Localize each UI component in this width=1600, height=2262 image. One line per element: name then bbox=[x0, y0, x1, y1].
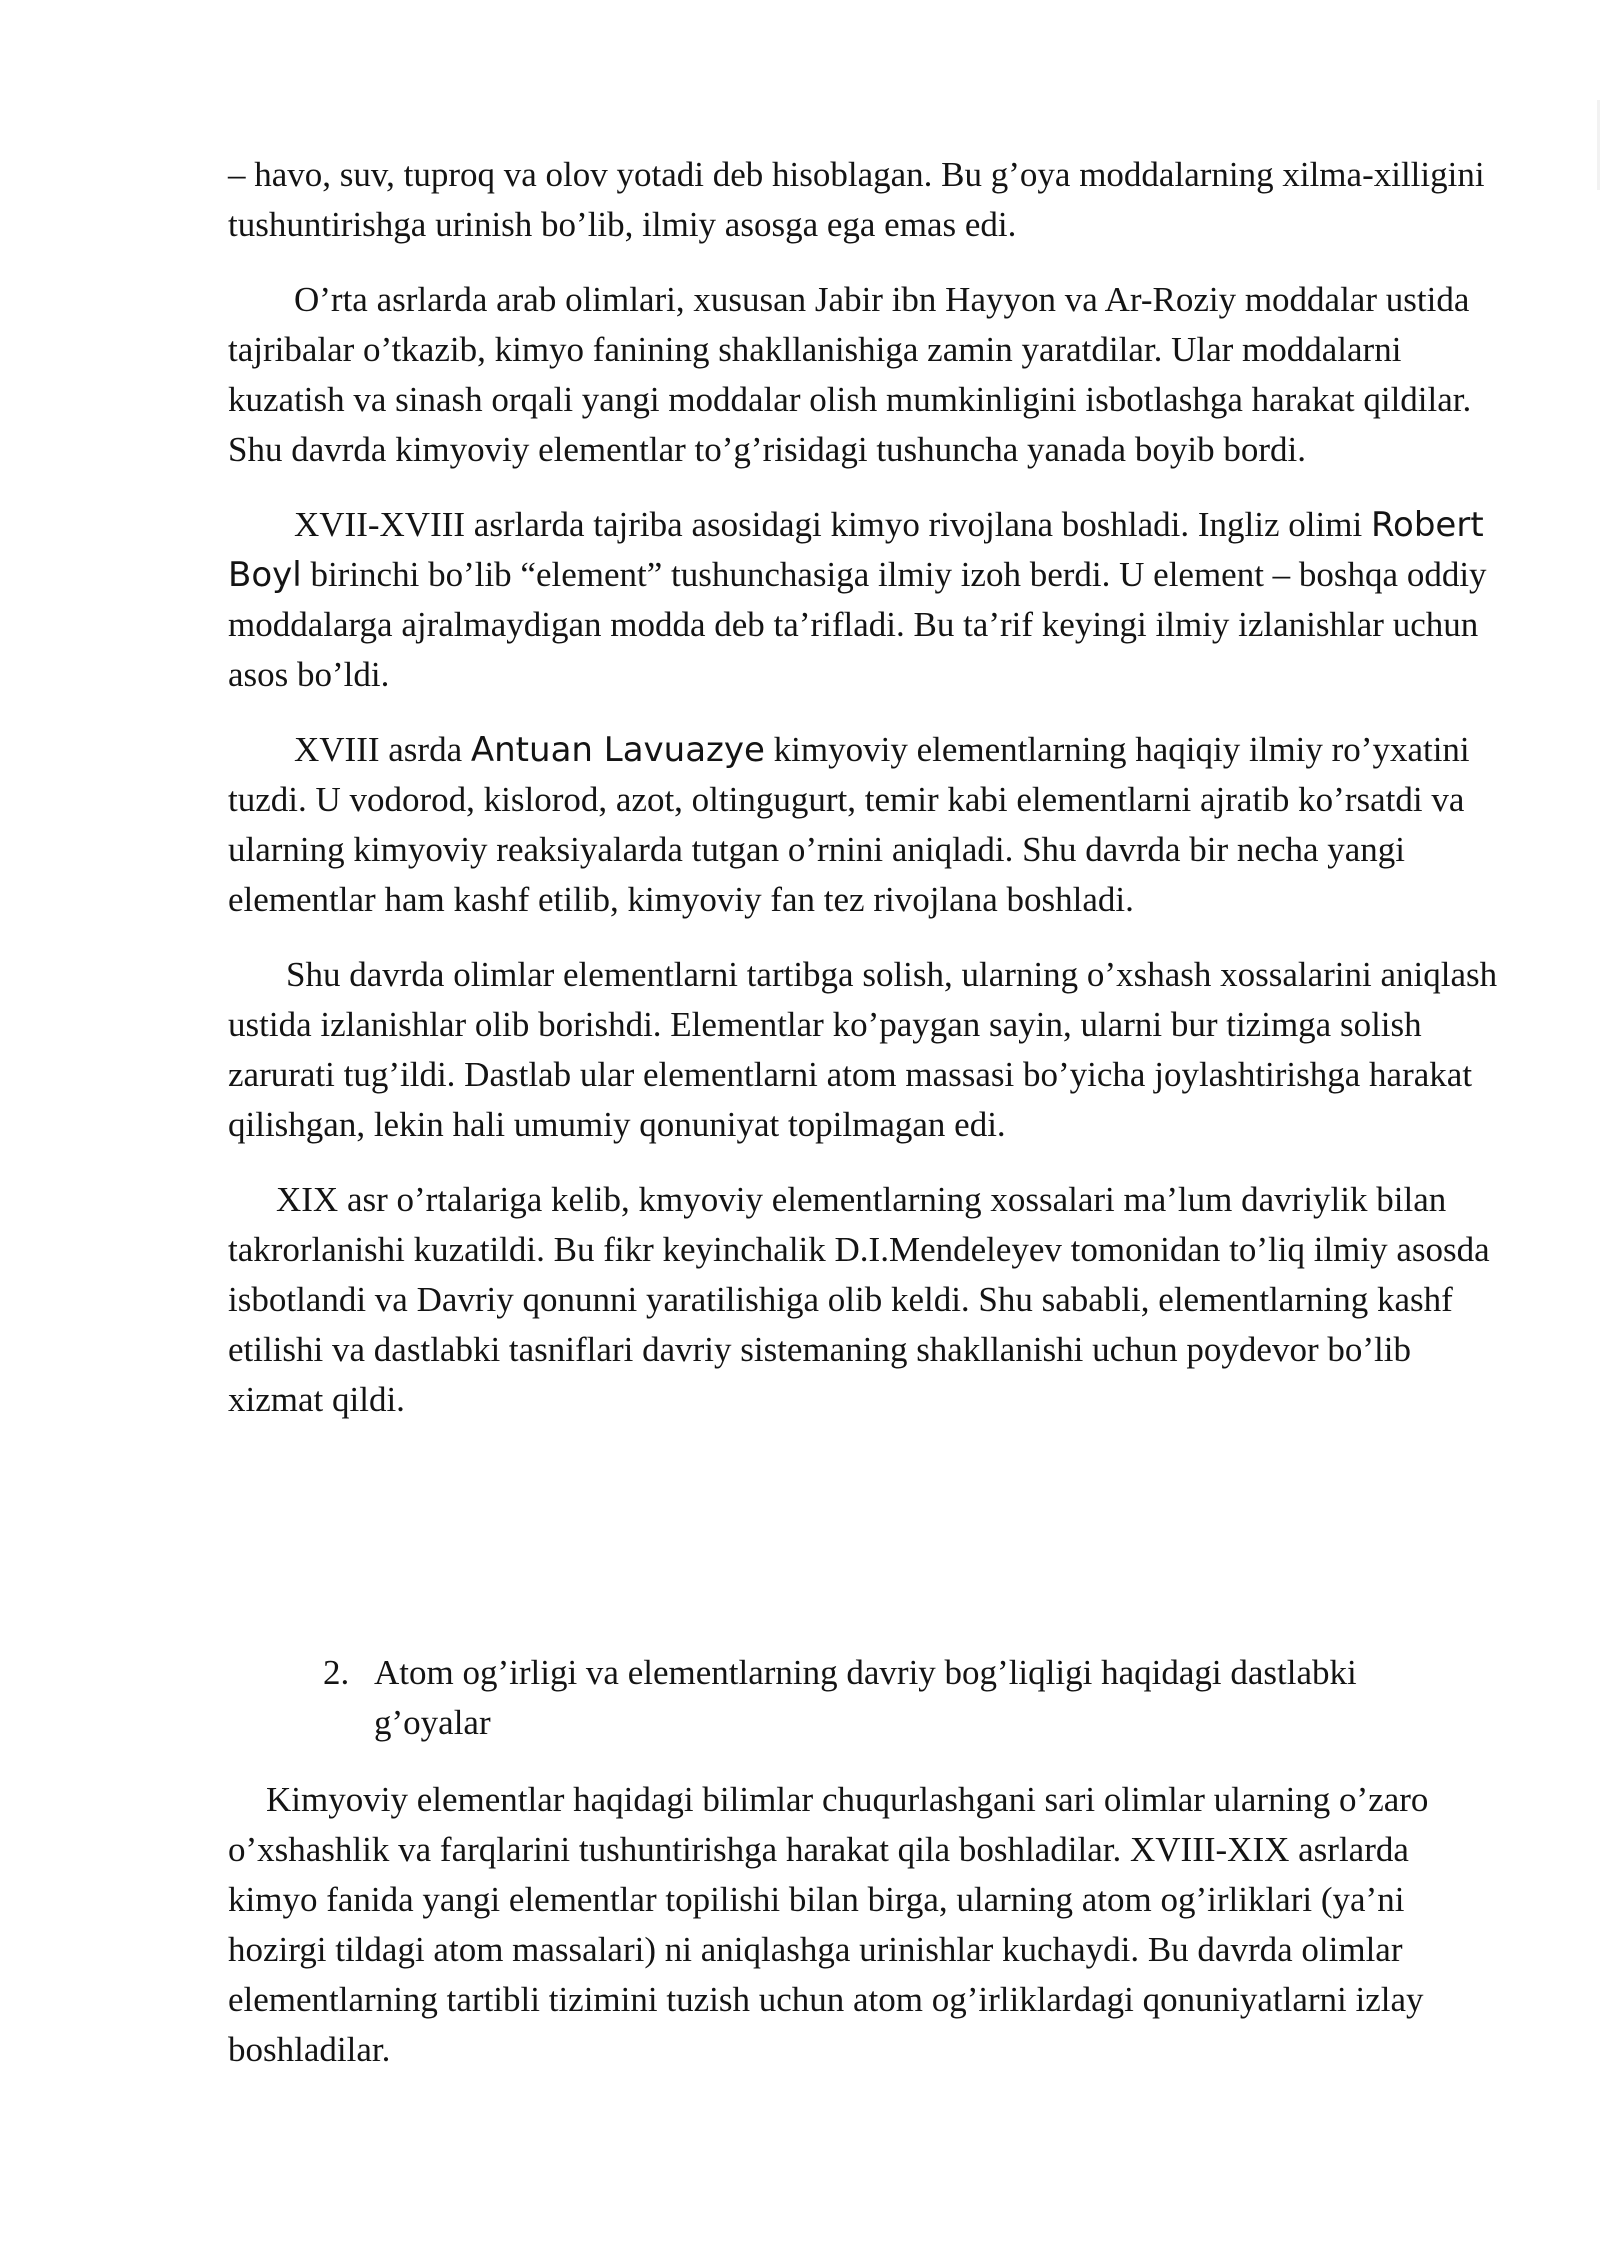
scientist-name-robert-boyl: Robert Boyl bbox=[228, 505, 1484, 595]
paragraph-lavuazye-lead: XVIII asrda bbox=[294, 730, 471, 769]
body-text bbox=[228, 150, 1500, 1450]
section-number: 2. bbox=[323, 1653, 350, 1692]
paragraph-lavuazye-rest: kimyoviy elementlarning haqiqiy ilmiy ro’yxatini tuzdi. U vodorod, kislorod, azot, oltingugurt, temir kabi elementlarni ajratib ko’rsatdi va ularning kimyoviy reaksiyalarda tutgan o’rnini aniqladi. Shu davrda bir necha yangi elementlar ham kashf etilib, kimyoviy fan tez rivojlana boshladi. bbox=[228, 730, 1470, 919]
paragraph-medieval-arab-scholars: O’rta asrlarda arab olimlari, xususan Jabir ibn Hayyon va Ar-Roziy moddalar ustida tajribalar o’tkazib, kimyo fanining shakllanishiga zamin yaratdilar. Ular moddalarni kuzatish va sinash orqali yangi moddalar olish mumkinligini isbotlashga harakat qildilar. Shu davrda kimyoviy elementlar to’g’risidagi tushuncha yanada boyib bordi. bbox=[228, 280, 1472, 469]
section-body-text bbox=[228, 1775, 1500, 2075]
paragraph-ordering-elements: Shu davrda olimlar elementlarni tartibga solish, ularning o’xshash xossalarini aniqlash ustida izlanishlar olib borishdi. Elementlar ko’paygan sayin, ularni bur tizimga solish zarurati tug’ildi. Dastlab ular elementlarni atom massasi bo’yicha joylashtirishga harakat qilishgan, lekin hali umumiy qonuniyat topilmagan edi. bbox=[228, 955, 1498, 1144]
paragraph-periodicity-mendeleyev: XIX asr o’rtalariga kelib, kmyoviy elementlarning xossalari ma’lum davriylik bilan takrorlanishi kuzatildi. Bu fikr keyinchalik D.I.Mendeleyev tomonidan to’liq ilmiy asosda isbotlandi va Davriy qonunni yaratilishiga olib keldi. Shu sababli, elementlarning kashf etilishi va dastlabki tasniflari davriy sistemaning shakllanishi uchun poydevor bo’lib xizmat qildi. bbox=[228, 1180, 1490, 1419]
section-title: Atom og’irligi va elementlarning davriy bog’liqligi haqidagi dastlabki g’oyalar bbox=[374, 1653, 1357, 1742]
paragraph-antuan-lavuazye bbox=[228, 725, 1500, 925]
paragraph-robert-boyl-lead: XVII-XVIII asrlarda tajriba asosidagi kimyo rivojlana boshladi. Ingliz olimi bbox=[294, 505, 1371, 544]
section-heading bbox=[323, 1648, 1473, 1748]
paragraph-robert-boyl bbox=[228, 500, 1500, 700]
paragraph-atomic-weights: Kimyoviy elementlar haqidagi bilimlar chuqurlashgani sari olimlar ularning o’zaro o’xshashlik va farqlarini tushuntirishga harakat qila boshladilar. XVIII-XIX asrlarda kimyo fanida yangi elementlar topilishi bilan birga, ularning atom og’irliklari (ya’ni hozirgi tildagi atom massalari) ni aniqlashga urinishlar kuchaydi. Bu davrda olimlar elementlarning tartibli tizimini tuzish uchun atom og’irliklardagi qonuniyatlarni izlay boshladilar. bbox=[228, 1780, 1429, 2069]
paragraph-robert-boyl-rest: birinchi bo’lib “element” tushunchasiga ilmiy izoh berdi. U element – boshqa oddiy moddalarga ajralmaydigan modda deb ta’rifladi. Bu ta’rif keyingi ilmiy izlanishlar uchun asos bo’ldi. bbox=[228, 555, 1487, 694]
scientist-name-antuan-lavuazye: Antuan Lavuazye bbox=[470, 730, 765, 770]
paragraph-classical-elements: – havo, suv, tuproq va olov yotadi deb hisoblagan. Bu g’oya moddalarning xilma-xilligini tushuntirishga urinish bo’lib, ilmiy asosga ega emas edi. bbox=[228, 155, 1485, 244]
